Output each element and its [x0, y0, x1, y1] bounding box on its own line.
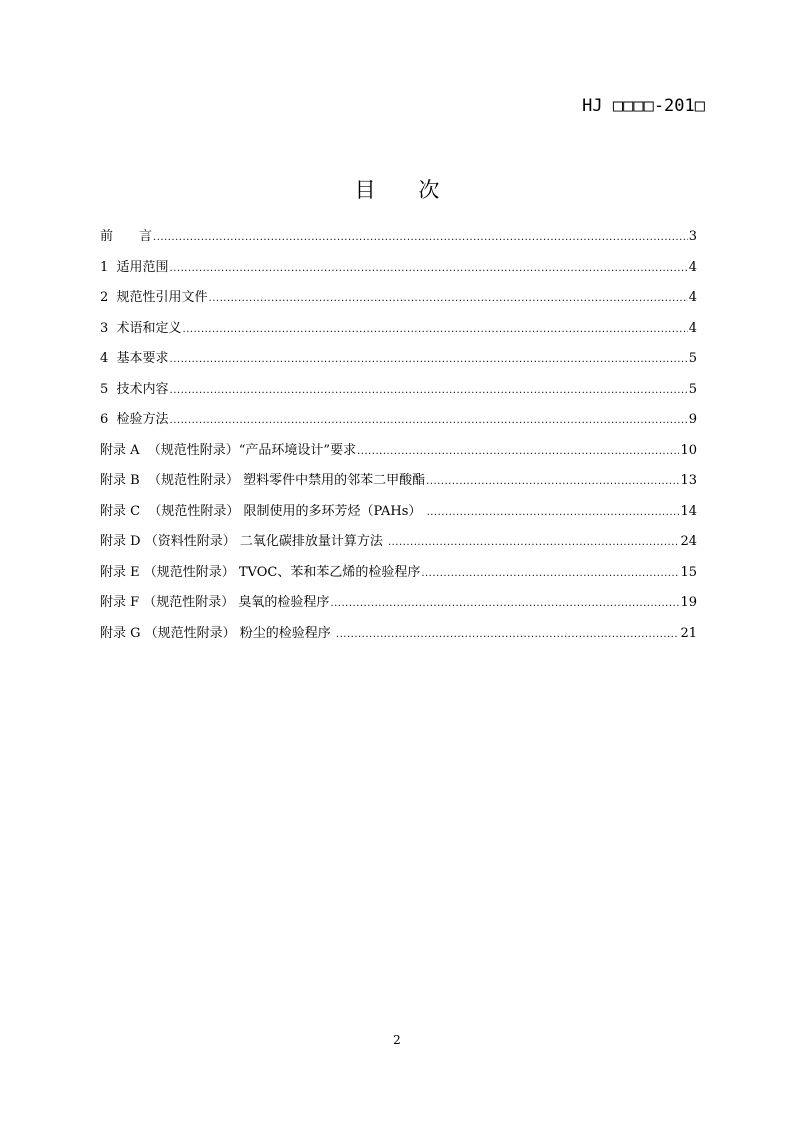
toc-entry-page: 4: [688, 320, 697, 336]
toc-entry-label: 附录 E （规范性附录） TVOC、苯和苯乙烯的检验程序: [100, 564, 421, 580]
toc-entry-test-methods[interactable]: [100, 408, 697, 439]
toc-entry-page: 10: [680, 442, 697, 458]
toc-entry-label: 附录 D （资料性附录） 二氧化碳排放量计算方法: [100, 534, 387, 549]
toc-entry-label: 4 基本要求: [100, 351, 169, 366]
toc-leader-dots: [170, 385, 688, 396]
toc-entry-page: 14: [680, 503, 697, 519]
page-title: 目 次: [354, 178, 458, 202]
toc-entry-page: 4: [688, 259, 697, 275]
toc-entry-label: 前 言: [100, 229, 153, 244]
toc-entry-page: 19: [680, 595, 697, 610]
toc-leader-dots: [170, 415, 688, 426]
toc-leader-dots: [421, 568, 679, 579]
toc-entry-label: 1 适用范围: [100, 259, 169, 275]
toc-leader-dots: [183, 324, 688, 335]
toc-entry-basic-requirements[interactable]: [100, 347, 697, 378]
toc-entry-page: 4: [688, 290, 697, 305]
toc-entry-appendix-c[interactable]: [100, 500, 697, 531]
toc-entry-appendix-g[interactable]: [100, 622, 697, 653]
toc-leader-dots: [170, 354, 688, 365]
toc-entry-label: 3 术语和定义: [100, 320, 182, 336]
toc-entry-technical-content[interactable]: [100, 378, 697, 409]
toc-entry-page: 15: [680, 564, 697, 580]
toc-entry-appendix-a[interactable]: [100, 439, 697, 470]
toc-leader-dots: [330, 598, 679, 609]
toc-entry-label: 6 检验方法: [100, 412, 169, 427]
toc-entry-label: 附录 C （规范性附录） 限制使用的多环芳烃（PAHs）: [100, 503, 426, 519]
toc-entry-page: 5: [688, 381, 697, 397]
toc-entry-normative-references[interactable]: [100, 286, 697, 317]
toc-entry-page: 9: [688, 412, 697, 427]
toc-leader-dots: [209, 293, 688, 304]
table-of-contents: [100, 225, 697, 652]
toc-leader-dots: [357, 446, 679, 457]
toc-entry-foreword[interactable]: [100, 225, 697, 256]
toc-entry-label: 2 规范性引用文件: [100, 290, 208, 305]
toc-leader-dots: [427, 507, 680, 518]
toc-entry-appendix-d[interactable]: [100, 530, 697, 561]
toc-entry-page: 21: [680, 625, 697, 641]
toc-entry-scope[interactable]: [100, 256, 697, 287]
toc-entry-appendix-f[interactable]: [100, 591, 697, 622]
toc-entry-label: 附录 F （规范性附录） 臭氧的检验程序: [100, 595, 330, 610]
toc-entry-page: 5: [688, 351, 697, 366]
toc-leader-dots: [388, 537, 680, 548]
toc-entry-label: 附录 G （规范性附录） 粉尘的检验程序: [100, 625, 335, 641]
toc-leader-dots: [336, 629, 680, 640]
toc-entry-label: 附录 A （规范性附录）“产品环境设计”要求: [100, 442, 357, 458]
page-number: 2: [393, 1033, 401, 1047]
toc-entry-appendix-e[interactable]: [100, 561, 697, 592]
toc-entry-label: 附录 B （规范性附录） 塑料零件中禁用的邻苯二甲酸酯: [100, 473, 426, 488]
toc-entry-page: 24: [680, 534, 697, 549]
toc-leader-dots: [170, 263, 688, 274]
standard-number: HJ □□□□-201□: [582, 96, 705, 116]
toc-entry-label: 5 技术内容: [100, 381, 169, 397]
toc-entry-terms-definitions[interactable]: [100, 317, 697, 348]
toc-leader-dots: [426, 476, 679, 487]
toc-entry-appendix-b[interactable]: [100, 469, 697, 500]
toc-entry-page: 3: [688, 229, 697, 244]
toc-entry-page: 13: [680, 473, 697, 488]
toc-leader-dots: [153, 232, 688, 243]
